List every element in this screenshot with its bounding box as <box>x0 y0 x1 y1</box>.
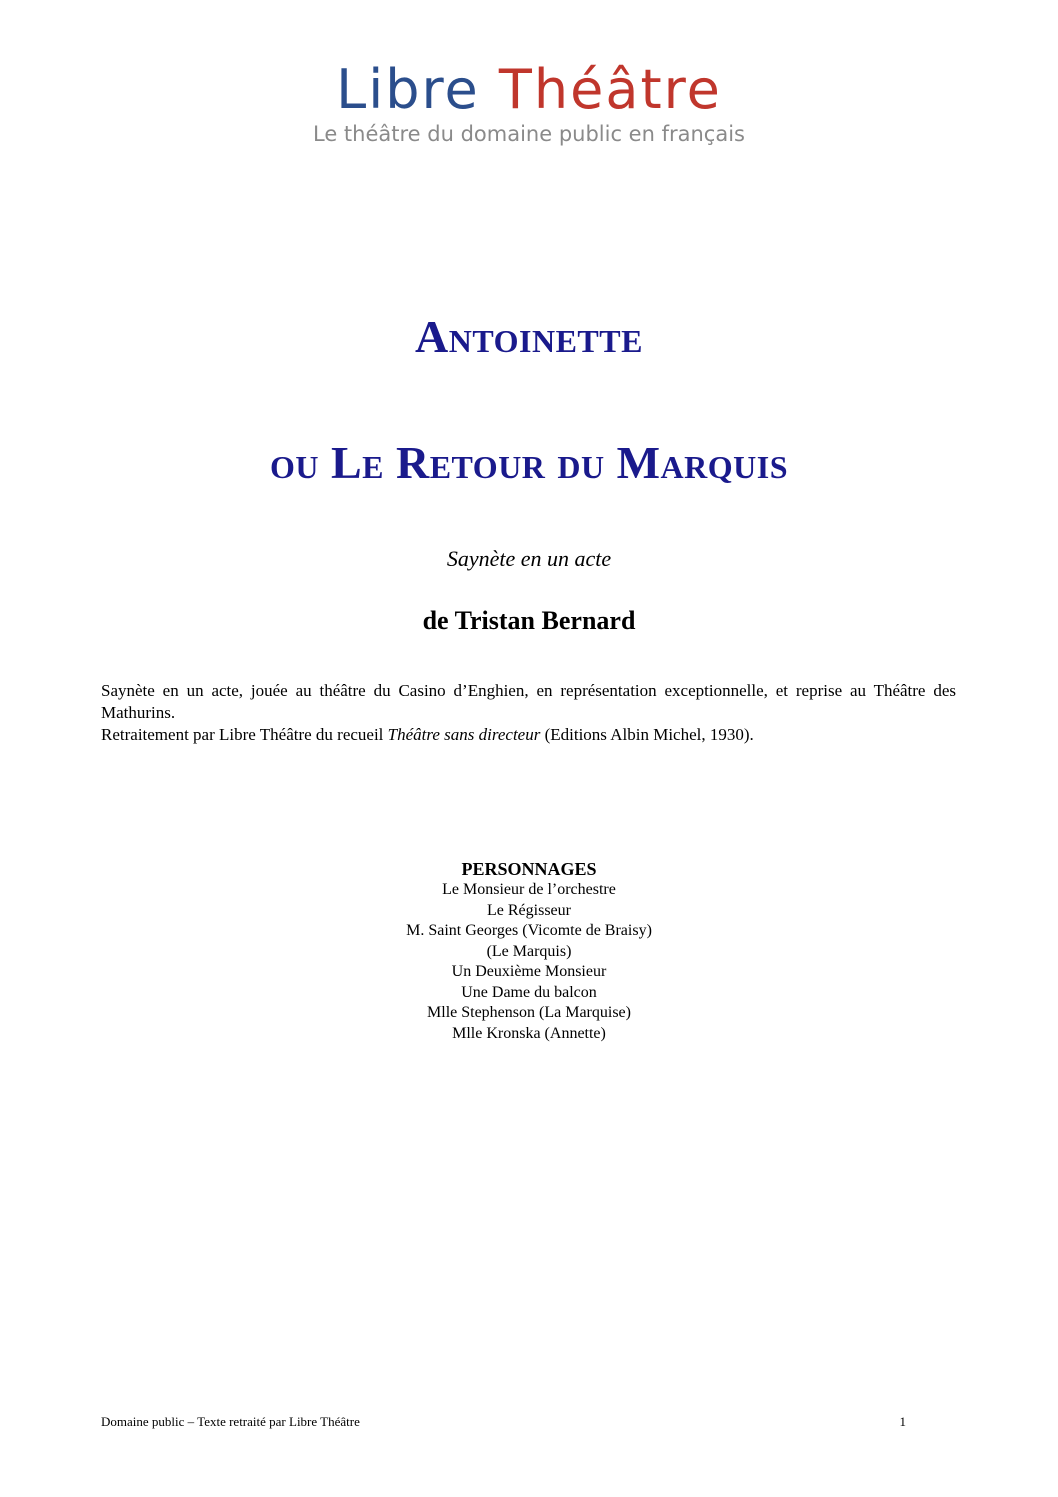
footer-credit: Domaine public – Texte retraité par Libre Théâtre <box>101 1414 360 1429</box>
character-item: Une Dame du balcon <box>461 983 597 1001</box>
character-item: M. Saint Georges (Vicomte de Braisy) <box>406 922 652 939</box>
characters-heading: PERSONNAGES <box>461 859 597 879</box>
title-line-2: ou Le Retour du Marquis <box>269 437 789 488</box>
note-paragraph-1: Saynète en un acte, jouée au théâtre du Casino d’Enghien, en représentation exceptionnelle, et reprise au Théâtre des Mathurins. <box>101 681 956 722</box>
note-paragraph-2-start: Retraitement par Libre Théâtre du recueil <box>101 725 388 744</box>
title-line-1: Antoinette <box>415 311 643 362</box>
character-item: Mlle Kronska (Annette) <box>452 1024 606 1042</box>
subtitle: Saynète en un acte <box>446 546 612 571</box>
character-item: Le Monsieur de l’orchestre <box>442 881 616 898</box>
note-paragraph-2 <box>101 724 956 746</box>
logo-tagline: Le théâtre du domaine public en français <box>313 122 745 146</box>
page-number: 1 <box>899 1414 906 1429</box>
author: de Tristan Bernard <box>422 606 636 635</box>
logo-word-theatre: Théâtre <box>498 58 722 121</box>
character-item: Un Deuxième Monsieur <box>451 963 607 980</box>
page-footer <box>101 1414 906 1430</box>
characters-list <box>0 880 1058 1044</box>
logo-wordmark <box>0 58 1058 122</box>
character-item: Le Régisseur <box>487 901 571 919</box>
logo <box>0 58 1058 148</box>
note-paragraph-2-end: (Editions Albin Michel, 1930). <box>540 725 754 744</box>
publication-notes <box>101 680 956 746</box>
note-book-title: Théâtre sans directeur <box>387 725 541 744</box>
character-item: Mlle Stephenson (La Marquise) <box>427 1004 631 1021</box>
characters-section <box>0 858 1058 1044</box>
character-item: (Le Marquis) <box>486 942 572 960</box>
logo-word-libre: Libre <box>336 58 480 121</box>
